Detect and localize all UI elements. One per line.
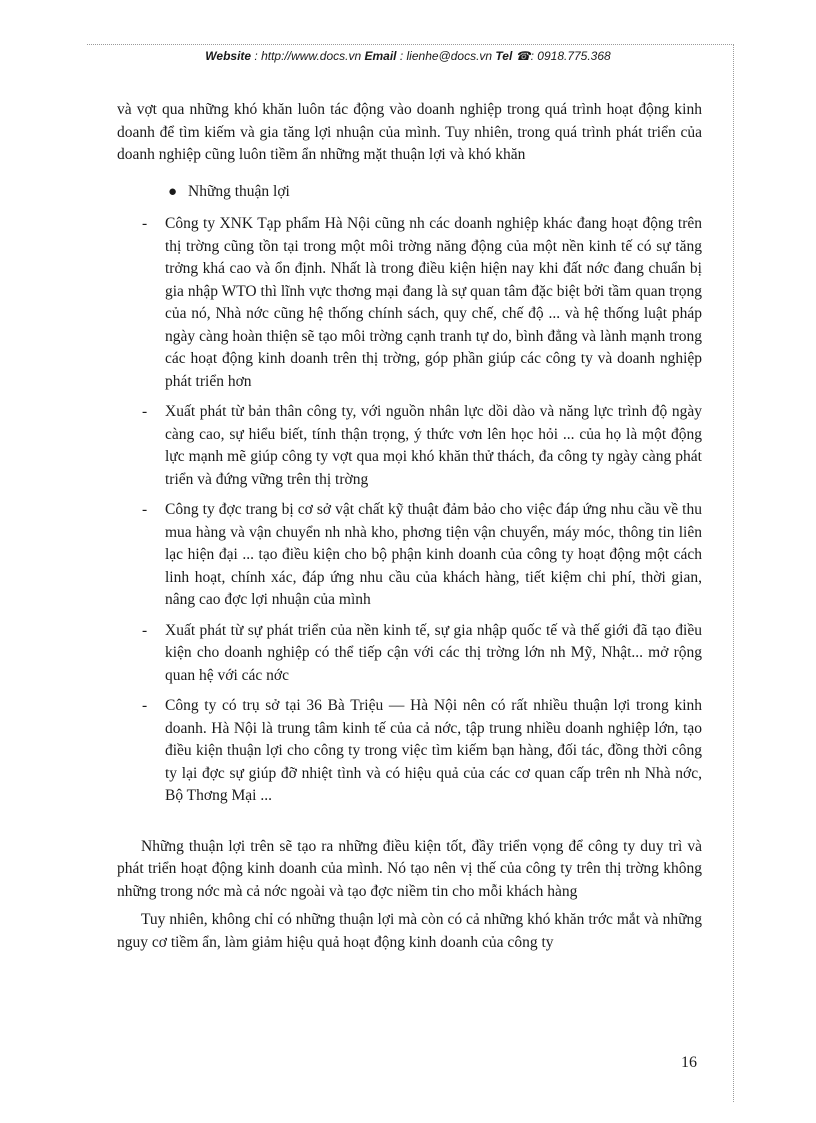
bullet-heading-text: Những thuận lợi: [188, 182, 290, 200]
bullet-icon: ●: [168, 183, 178, 200]
list-item-text: Công ty XNK Tạp phẩm Hà Nội cũng nh các doanh nghiệp khác đang hoạt động trên thị trờng cũng tồn tại trong một môi trờng năng động của một nền kinh tế có sự tăng trởng khá cao và ổn định. Nhất là trong điều kiện hiện nay khi đất nớc đang chuẩn bị gia nhập WTO thì lĩnh vực thơng mại đang là sự quan tâm đặc biệt bởi tầm quan trọng của nó, Nhà nớc cũng hệ thống chính sách, quy chế, chế độ ... và hệ thống luật pháp ngày càng hoàn thiện sẽ tạo môi trờng cạnh tranh tự do, bình đẳng và lành mạnh trong các hoạt động kinh doanh trên thị trờng, góp phần giúp các công ty và doanh nghiệp phát triển hơn: [165, 215, 702, 390]
dash-icon: -: [142, 501, 148, 518]
email-value: : lienhe@docs.vn: [399, 49, 493, 63]
summary-paragraph: Những thuận lợi trên sẽ tạo ra những điều kiện tốt, đầy triển vọng để công ty duy trì và phát triển hoạt động kinh doanh của mình. Nó tạo nên vị thế của công ty trên thị trờng không những trong nớc mà cả nớc ngoài và tạo đợc niềm tin cho mỗi khách hàng: [117, 837, 702, 900]
dash-icon: -: [142, 215, 148, 232]
list-item-text: Xuất phát từ sự phát triển của nền kinh tế, sự gia nhập quốc tế và thế giới đã tạo điều kiện cho doanh nghiệp có thể tiếp cận với các thị trờng lớn nh Mỹ, Nhật... mở rộng quan hệ với các nớc: [165, 621, 702, 684]
dash-icon: -: [142, 697, 148, 714]
list-item: [117, 499, 702, 612]
dash-icon: -: [142, 403, 148, 420]
list-item: [117, 213, 702, 393]
list-item-text: Công ty có trụ sở tại 36 Bà Triệu — Hà Nội nên có rất nhiều thuận lợi trong kinh doanh. Hà Nội là trung tâm kinh tế của cả nớc, tập trung nhiều doanh nghiệp lớn, tạo điều kiện thuận lợi cho công ty trong việc tìm kiếm bạn hàng, đối tác, đồng thời công ty lại đợc sự giúp đỡ nhiệt tình và có hiệu quả của các cơ quan cấp trên nh Nhà nớc, Bộ Thơng Mại ...: [165, 697, 702, 804]
list-item-text: Xuất phát từ bản thân công ty, với nguồn nhân lực dồi dào và năng lực trình độ ngày càng cao, sự hiểu biết, tính thận trọng, ý thức vơn lên học hỏi ... của họ là một động lực mạnh mẽ giúp công ty vợt qua mọi khó khăn thử thách, đa công ty ngày càng phát triển và đứng vững trên thị trờng: [165, 403, 702, 488]
bullet-heading: [168, 181, 702, 204]
advantages-list: [117, 213, 702, 808]
list-item: [117, 401, 702, 491]
page-header: [0, 49, 816, 63]
closing-paragraph: Tuy nhiên, không chỉ có những thuận lợi mà còn có cả những khó khăn trớc mắt và những nguy cơ tiềm ẩn, làm giảm hiệu quả hoạt động kinh doanh của công ty: [117, 911, 702, 951]
tel-value: : 0918.775.368: [530, 49, 611, 63]
email-label: Email: [364, 49, 397, 63]
dash-icon: -: [142, 621, 148, 639]
list-item: [117, 620, 702, 688]
tel-label: Tel: [495, 49, 513, 63]
intro-paragraph: và vợt qua những khó khăn luôn tác động vào doanh nghiệp trong quá trình hoạt động kinh doanh để tìm kiếm và gia tăng lợi nhuận của mình. Tuy nhiên, trong quá trình phát triển của doanh nghiệp cũng luôn tiềm ẩn những mặt thuận lợi và khó khăn: [117, 101, 702, 163]
website-value: : http://www.docs.vn: [254, 49, 362, 63]
page-content: [117, 99, 702, 954]
list-item-text: Công ty đợc trang bị cơ sở vật chất kỹ thuật đảm bảo cho việc đáp ứng nhu cầu về thu mua hàng và vận chuyển nh nhà kho, phơng tiện vận chuyển, máy móc, thông tin liên lạc hiện đại ... tạo điều kiện cho bộ phận kinh doanh của công ty hoạt động một cách linh hoạt, chính xác, đáp ứng nhu cầu của khách hàng, tiết kiệm chi phí, thời gian, nâng cao đợc lợi nhuận của mình: [165, 501, 702, 608]
website-label: Website: [205, 49, 252, 63]
list-item: [117, 695, 702, 808]
phone-icon: ☎: [515, 49, 531, 63]
page-number: 16: [681, 1054, 697, 1071]
